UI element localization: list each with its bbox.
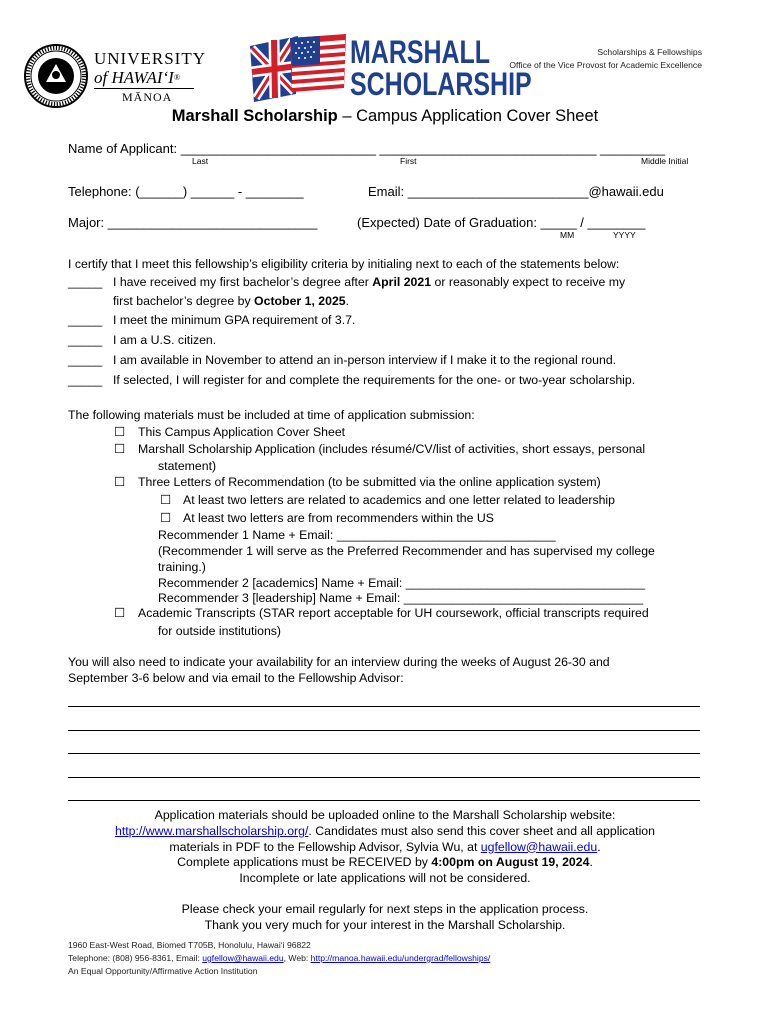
marshall-website-link[interactable]: http://www.marshallscholarship.org/ [115,823,309,838]
statement-3: I am a U.S. citizen. [113,333,217,347]
statement-1 [113,274,625,290]
material-1: This Campus Application Cover Sheet [138,425,346,439]
uh-line1: UNIVERSITY [94,49,206,68]
advisor-email-link[interactable]: ugfellow@hawaii.edu [480,839,598,854]
email-field[interactable]: Email: _________________________@hawaii.edu [368,184,664,199]
closing-line2: . Candidates must also send this cover sheet and all application [308,823,655,838]
initial-blank[interactable]: _____ [68,333,103,347]
recommender-1-note-cont: training.) [158,560,206,574]
closing-line3b: . [597,839,601,854]
checkbox[interactable]: ☐ [160,493,172,507]
statement-2: I meet the minimum GPA requirement of 3.7. [113,313,356,327]
uh-reg: ® [173,73,180,82]
statement-5: If selected, I will register for and complete the requirements for the one- or two-year scholarship. [113,373,636,387]
recommender-1-field[interactable]: Recommender 1 Name + Email: ________________________________ [158,528,556,542]
material-3b: At least two letters are from recommenders within the US [183,511,494,525]
s1d: first bachelor’s degree by [113,294,255,308]
material-2: Marshall Scholarship Application (includes résumé/CV/list of activities, short essays, personal [138,442,646,456]
material-3: Three Letters of Recommendation (to be submitted via the online application system) [138,475,601,489]
closing-block [0,808,770,934]
initial-blank[interactable]: _____ [68,373,103,387]
marshall-line1: MARSHALL [350,34,491,70]
material-3a: At least two letters are related to academics and one letter related to leadership [183,493,616,507]
checkbox[interactable]: ☐ [114,475,126,489]
availability-line[interactable] [68,706,700,707]
checkbox[interactable]: ☐ [114,442,126,456]
marshall-wordmark [350,36,532,100]
recommender-1-note: (Recommender 1 will serve as the Preferred Recommender and has supervised my college [158,544,655,558]
closing-line5: Incomplete or late applications will not be considered. [239,871,531,886]
initial-blank[interactable]: _____ [68,313,103,327]
uh-wordmark [94,50,204,105]
footer-address: 1960 East-West Road, Biomed T705B, Honolulu, Hawaiʻi 96822 [68,940,311,950]
page-title [0,106,770,126]
footer-web-label: , Web: [283,953,311,963]
recommender-3-field[interactable]: Recommender 3 [leadership] Name + Email: ___________________________________ [158,591,644,605]
graduation-field[interactable]: (Expected) Date of Graduation: _____ / ________ [357,215,646,230]
material-4: Academic Transcripts (STAR report acceptable for UH coursework, official transcripts required [138,606,649,620]
closing-line4c: . [589,855,593,870]
closing-line7: Thank you very much for your interest in the Marshall Scholarship. [204,917,566,932]
closing-line4a: Complete applications must be RECEIVED by [177,855,432,870]
yyyy-caption: YYYY [613,230,636,240]
availability-line2: September 3-6 below and via email to the Fellowship Advisor: [68,671,404,685]
marshall-line2: SCHOLARSHIP [350,66,532,102]
statement-1-cont [113,293,349,309]
uh-line3: MĀNOA [122,90,173,104]
availability-line[interactable] [68,730,700,731]
title-rest: – Campus Application Cover Sheet [337,107,599,125]
closing-line1: Application materials should be uploaded online to the Marshall Scholarship website: [154,808,616,822]
footer-eo: An Equal Opportunity/Affirmative Action Institution [68,966,258,976]
footer-web-link[interactable]: http://manoa.hawaii.edu/undergrad/fellowships/ [310,953,491,963]
checkbox[interactable]: ☐ [114,425,126,439]
material-4-cont: for outside institutions) [158,624,282,638]
first-caption: First [400,156,417,166]
materials-intro: The following materials must be included at time of application submission: [68,408,475,422]
mm-caption: MM [560,230,575,240]
university-seal-icon [24,44,88,108]
uh-line2: of HAWAIʻI [94,68,174,87]
certify-intro: I certify that I meet this fellowship’s eligibility criteria by initialing next to each of the statements below: [68,257,620,271]
recommender-2-field[interactable]: Recommender 2 [academics] Name + Email: ___________________________________ [158,576,646,590]
s1b: April 2021 [372,275,432,289]
availability-line[interactable] [68,800,700,801]
checkbox[interactable]: ☐ [114,606,126,620]
title-bold: Marshall Scholarship [171,107,338,125]
name-field[interactable]: Name of Applicant: ___________________________ ______________________________ _________ [68,141,666,156]
s1e: October 1, 2025 [254,294,346,308]
statement-4: I am available in November to attend an in-person interview if I make it to the regional round. [113,353,617,367]
deadline: 4:00pm on August 19, 2024 [431,855,590,870]
initial-blank[interactable]: _____ [68,275,103,289]
material-2-cont: statement) [158,459,217,473]
s1a: I have received my first bachelor’s degree after [113,275,373,289]
closing-line6: Please check your email regularly for next steps in the application process. [181,901,589,916]
footer [68,939,490,978]
s1f: . [345,294,350,308]
availability-line[interactable] [68,777,700,778]
checkbox[interactable]: ☐ [160,511,172,525]
footer-tel: Telephone: (808) 956-8361, Email: [68,953,203,963]
availability-line1: You will also need to indicate your availability for an interview during the weeks of August 26-30 and [68,655,610,669]
footer-email-link[interactable]: ugfellow@hawaii.edu [202,953,284,963]
office-line2: Office of the Vice Provost for Academic Excellence [509,60,702,70]
office-line1: Scholarships & Fellowships [597,47,702,57]
telephone-field[interactable]: Telephone: (______) ______ - ________ [68,184,304,199]
availability-line[interactable] [68,753,700,754]
major-field[interactable]: Major: _____________________________ [68,215,318,230]
last-caption: Last [192,156,209,166]
middle-caption: Middle Initial [641,156,689,166]
initial-blank[interactable]: _____ [68,353,103,367]
uk-us-flag-icon [246,32,348,102]
s1c: or reasonably expect to receive my [431,275,626,289]
closing-line3a: materials in PDF to the Fellowship Advisor, Sylvia Wu, at [169,839,481,854]
